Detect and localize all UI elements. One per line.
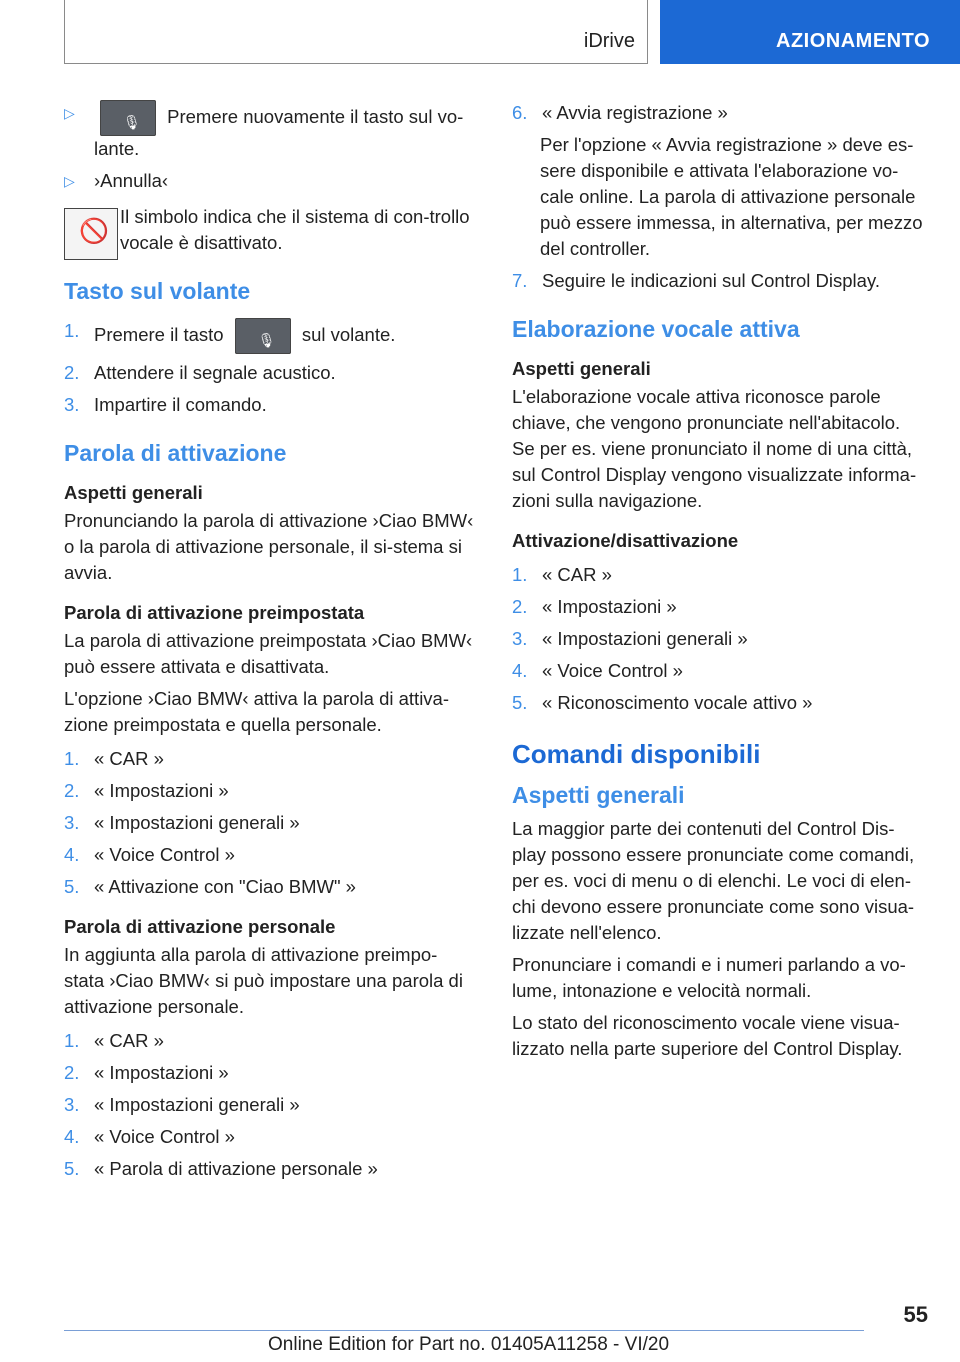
list-text: « Impostazioni » <box>94 1062 229 1083</box>
list-number: 7. <box>512 270 528 291</box>
list-item <box>64 1028 474 1054</box>
left-column <box>64 100 474 1188</box>
paragraph: L'elaborazione vocale attiva riconosce parole chiave, che vengono pronunciate nell'abitacolo. Se per es. viene pronunciato il nome di una città, sul Control Display vengono visualizzate informa-zioni sulla navigazione. <box>512 386 917 511</box>
list-item <box>512 690 927 716</box>
list-item <box>64 1060 474 1086</box>
list-item <box>512 562 927 588</box>
bullet-item <box>64 100 474 162</box>
list-preimpostata <box>64 746 474 900</box>
list-text: « Riconoscimento vocale attivo » <box>542 692 813 713</box>
list-text: « Impostazioni generali » <box>542 628 748 649</box>
list-item <box>512 268 927 294</box>
list-item <box>64 746 474 772</box>
bullet-text: Premere nuovamente il tasto sul vo-lante. <box>94 105 464 159</box>
list-text: « Avvia registrazione » <box>542 102 728 123</box>
voice-disabled-symbol <box>64 208 118 260</box>
list-item <box>64 810 474 836</box>
list-number: 4. <box>64 1126 80 1147</box>
voice-button-icon <box>235 318 291 354</box>
list-item <box>512 626 927 652</box>
list-number: 1. <box>64 748 80 769</box>
list-number: 5. <box>64 1158 80 1179</box>
list-item <box>64 360 474 386</box>
heading-parola: Parola di attivazione <box>64 440 287 466</box>
list-number: 1. <box>512 564 528 585</box>
list-number: 5. <box>64 876 80 897</box>
list-item <box>64 778 474 804</box>
list-text: « CAR » <box>94 1030 164 1051</box>
voice-button-icon <box>100 100 156 136</box>
list-text: Seguire le indicazioni sul Control Display. <box>542 270 880 291</box>
bullet-text: ›Annulla‹ <box>94 170 169 191</box>
list-number: 2. <box>64 780 80 801</box>
heading-elaborazione: Elaborazione vocale attiva <box>512 316 800 342</box>
microphone-off-icon: 🚫 <box>79 218 109 245</box>
list-item <box>64 842 474 868</box>
list-text: Premere il tasto <box>94 323 224 345</box>
heading-tasto: Tasto sul volante <box>64 278 251 304</box>
list-number: 1. <box>64 1030 80 1051</box>
header-chapter: AZIONAMENTO <box>776 30 931 52</box>
list-number: 3. <box>512 628 528 649</box>
subheading-aspetti: Aspetti generali <box>512 358 651 379</box>
bullet-item <box>64 168 474 194</box>
list-text: « Voice Control » <box>94 1126 235 1147</box>
list-item <box>64 1092 474 1118</box>
symbol-note-text: Il simbolo indica che il sistema di con-trollo vocale è disattivato. <box>120 206 470 253</box>
list-number: 1. <box>64 320 80 341</box>
list-item <box>512 594 927 620</box>
subheading-attivazione: Attivazione/disattivazione <box>512 530 739 551</box>
symbol-note <box>64 204 474 256</box>
subheading-personale: Parola di attivazione personale <box>64 916 336 937</box>
list-number: 6. <box>512 102 528 123</box>
list-item <box>64 1156 474 1182</box>
triangle-bullet-icon: ▷ <box>64 173 75 189</box>
footer-edition: Online Edition for Part no. 01405A11258 - VI/20 <box>268 1334 670 1355</box>
list-text: « Impostazioni generali » <box>94 812 300 833</box>
list-text: « Impostazioni » <box>94 780 229 801</box>
list-number: 4. <box>512 660 528 681</box>
list-text: « Attivazione con "Ciao BMW" » <box>94 876 356 897</box>
list-personale <box>64 1028 474 1182</box>
list-number: 2. <box>512 596 528 617</box>
list-item <box>512 658 927 684</box>
list-attivazione <box>512 562 927 716</box>
footer-divider <box>64 1330 864 1331</box>
list-text: Impartire il comando. <box>94 394 267 415</box>
right-column <box>512 100 927 1068</box>
list-item <box>64 1124 474 1150</box>
subheading-aspetti: Aspetti generali <box>64 482 203 503</box>
list-number: 2. <box>64 1062 80 1083</box>
list-text: « Voice Control » <box>542 660 683 681</box>
list-text: « Voice Control » <box>94 844 235 865</box>
list-text: Attendere il segnale acustico. <box>94 362 336 383</box>
list-item <box>64 318 474 354</box>
paragraph: In aggiunta alla parola di attivazione preimpo-stata ›Ciao BMW‹ si può impostare una parola di attivazione personale. <box>64 944 463 1017</box>
step-note: Per l'opzione « Avvia registrazione » deve es-sere disponibile e attivata l'elaborazione vo-cale online. La parola di attivazione personale può essere immessa, in alternativa, per mezzo del controller. <box>540 134 923 259</box>
page-number: 55 <box>903 1302 928 1327</box>
list-number: 3. <box>64 1094 80 1115</box>
list-item <box>64 874 474 900</box>
header-section-box <box>64 0 648 64</box>
list-item <box>512 100 927 126</box>
heading-comandi: Comandi disponibili <box>512 739 761 769</box>
list-text: « CAR » <box>542 564 612 585</box>
list-number: 5. <box>512 692 528 713</box>
list-item <box>64 392 474 418</box>
list-text: « Parola di attivazione personale » <box>94 1158 378 1179</box>
triangle-bullet-icon: ▷ <box>64 105 75 121</box>
paragraph: Pronunciando la parola di attivazione ›Ciao BMW‹ o la parola di attivazione personale, il si-stema si avvia. <box>64 510 474 583</box>
paragraph: La maggior parte dei contenuti del Control Dis-play possono essere pronunciate come comandi, per es. voci di menu o di elenchi. Le voci di elen-chi devono essere pronunciate come sono visua-lizzate nell'elenco. <box>512 818 915 943</box>
list-number: 2. <box>64 362 80 383</box>
paragraph: Lo stato del riconoscimento vocale viene visua-lizzato nella parte superiore del Control Display. <box>512 1012 903 1059</box>
list-text: sul volante. <box>301 323 396 345</box>
header-chapter-tab <box>660 0 960 64</box>
list-text: « CAR » <box>94 748 164 769</box>
list-number: 4. <box>64 844 80 865</box>
paragraph: Pronunciare i comandi e i numeri parlando a vo-lume, intonazione e velocità normali. <box>512 954 906 1001</box>
microphone-icon: 🎙 <box>123 114 141 130</box>
list-number: 3. <box>64 812 80 833</box>
paragraph: La parola di attivazione preimpostata ›Ciao BMW‹ può essere attivata e disattivata. <box>64 630 473 677</box>
paragraph: L'opzione ›Ciao BMW‹ attiva la parola di attiva-zione preimpostata e quella personale. <box>64 688 450 735</box>
list-text: « Impostazioni generali » <box>94 1094 300 1115</box>
list-text: « Impostazioni » <box>542 596 677 617</box>
subheading-aspetti-blue: Aspetti generali <box>512 782 685 808</box>
tasto-steps <box>64 318 474 418</box>
header-section: iDrive <box>583 30 635 52</box>
subheading-preimpostata: Parola di attivazione preimpostata <box>64 602 365 623</box>
microphone-icon: 🎙 <box>257 332 276 348</box>
list-number: 3. <box>64 394 80 415</box>
